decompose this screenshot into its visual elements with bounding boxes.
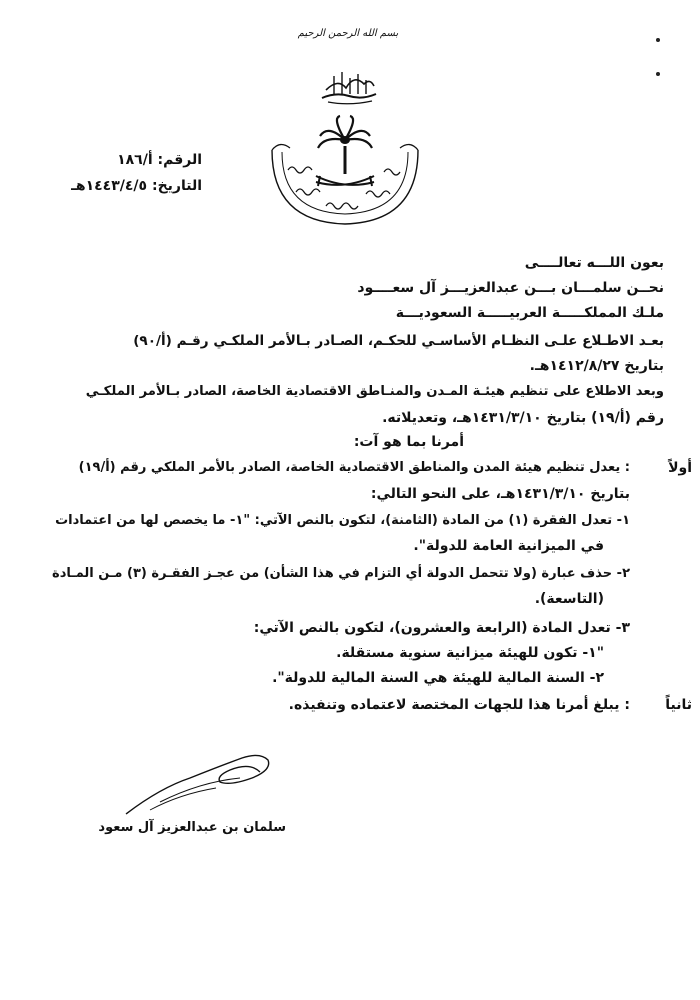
item-first-line-2: بتاريخ ١٤٣١/٣/١٠هـ، على النحو التالي: — [370, 486, 630, 502]
amendment-3-subitem-2: ٢- السنة المالية للهيئة هي السنة المالية للدولة". — [272, 670, 604, 686]
paragraph-2-line-2: رقم (أ/١٩) بتاريخ ١٤٣١/٣/١٠هـ، وتعديلاته. — [382, 410, 664, 426]
item-second-label: ثانياً — [665, 697, 692, 713]
signatory-name: سلمان بن عبدالعزيز آل سعود — [98, 820, 286, 835]
paragraph-2-line-1: وبعد الاطلاع على تنظيم هيئـة المـدن والمنـاطق الاقتصادية الخاصة، الصادر بـالأمر الملكـي — [85, 384, 664, 399]
invocation-line: بعون اللـــه تعالــــى — [524, 255, 664, 271]
handwritten-signature — [120, 748, 280, 818]
basmala: بسم الله الرحمن الرحيم — [297, 28, 399, 39]
amendment-1-line-2: في الميزانية العامة للدولة". — [413, 538, 604, 554]
margin-dot — [656, 72, 660, 76]
amendment-3-line: ٣- تعدل المادة (الرابعة والعشرون)، لتكون بالنص الآتي: — [253, 620, 630, 636]
king-name-line: نحــن سلمـــان بـــن عبدالعزيـــز آل سعــــود — [357, 280, 664, 296]
item-first-label: أولاً — [668, 460, 692, 476]
saudi-emblem-icon — [266, 110, 424, 226]
king-title-line: ملـك المملكـــــة العربيـــــة السعوديـــة — [395, 305, 664, 321]
item-second-line: : يبلغ أمرنا هذا للجهات المختصة لاعتماده وتنفيذه. — [288, 697, 630, 713]
reference-number: الرقم: أ/١٨٦ — [117, 152, 202, 168]
item-first-line-1: : يعدل تنظيم هيئة المدن والمناطق الاقتصادية الخاصة، الصادر بالأمر الملكي رقم (أ/١٩) — [78, 460, 630, 475]
margin-dot — [656, 38, 660, 42]
command-line: أمرنا بما هو آت: — [353, 434, 464, 450]
amendment-2-line-2: (التاسعة). — [534, 591, 604, 607]
issue-date: التاريخ: ١٤٤٣/٤/٥هـ — [71, 178, 202, 194]
shahada-calligraphy — [316, 64, 382, 106]
amendment-1-line-1: ١- تعدل الفقرة (١) من المادة (الثامنة)، لتكون بالنص الآتي: "١- ما يخصص لها من اعتمادات — [55, 513, 630, 528]
amendment-2-line-1: ٢- حذف عبارة (ولا تتحمل الدولة أي التزام في هذا الشأن) من عجـز الفقـرة (٣) مـن المـادة — [52, 566, 630, 581]
amendment-3-subitem-1: "١- تكون للهيئة ميزانية سنوية مستقلة. — [336, 645, 604, 661]
paragraph-1-line-1: بعـد الاطـلاع علـى النظـام الأساسـي للحكـم، الصـادر بـالأمر الملكـي رقـم (أ/٩٠) — [133, 333, 664, 349]
paragraph-1-line-2: بتاريخ ١٤١٢/٨/٢٧هـ. — [529, 358, 664, 374]
